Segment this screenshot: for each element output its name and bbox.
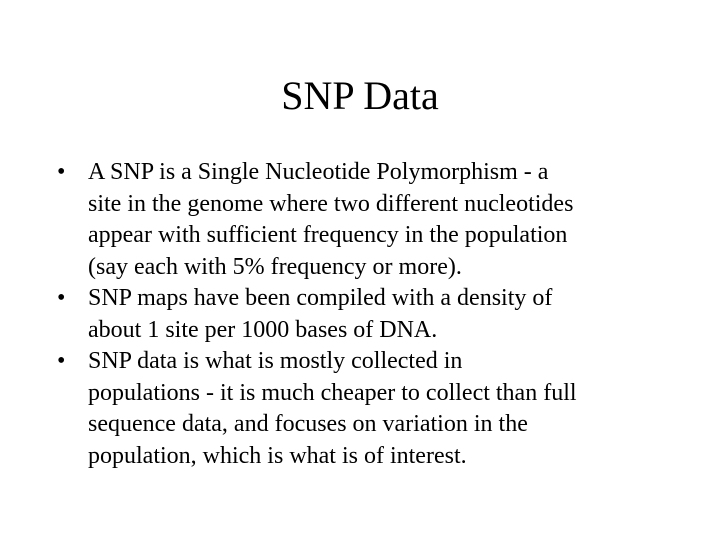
bullet-text-line: SNP maps have been compiled with a density of — [88, 285, 553, 311]
bullet-dot-icon: • — [57, 348, 66, 374]
bullet-dot-icon: • — [57, 285, 66, 311]
bullet-text-line: about 1 site per 1000 bases of DNA. — [88, 316, 438, 343]
bullet-text-line: sequence data, and focuses on variation in the — [88, 411, 528, 437]
bullet-text-line: appear with sufficient frequency in the population — [88, 222, 568, 248]
bullet-text-line: SNP data is what is mostly collected in — [88, 348, 463, 374]
bullet-item — [57, 157, 697, 283]
bullet-dot-icon: • — [57, 159, 66, 185]
bullet-text-line: A SNP is a Single Nucleotide Polymorphism - a — [88, 159, 549, 185]
bullet-item — [57, 346, 697, 472]
bullet-item — [57, 283, 697, 346]
bullet-text-line: population, which is what is of interest. — [88, 442, 467, 469]
bullet-text-line: populations - it is much cheaper to collect than full — [88, 379, 577, 406]
slide-title: SNP Data — [281, 73, 439, 118]
bullet-text-line: (say each with 5% frequency or more). — [88, 253, 462, 280]
bullet-text-line: site in the genome where two different nucleotides — [88, 190, 574, 217]
bullet-list — [57, 157, 697, 472]
